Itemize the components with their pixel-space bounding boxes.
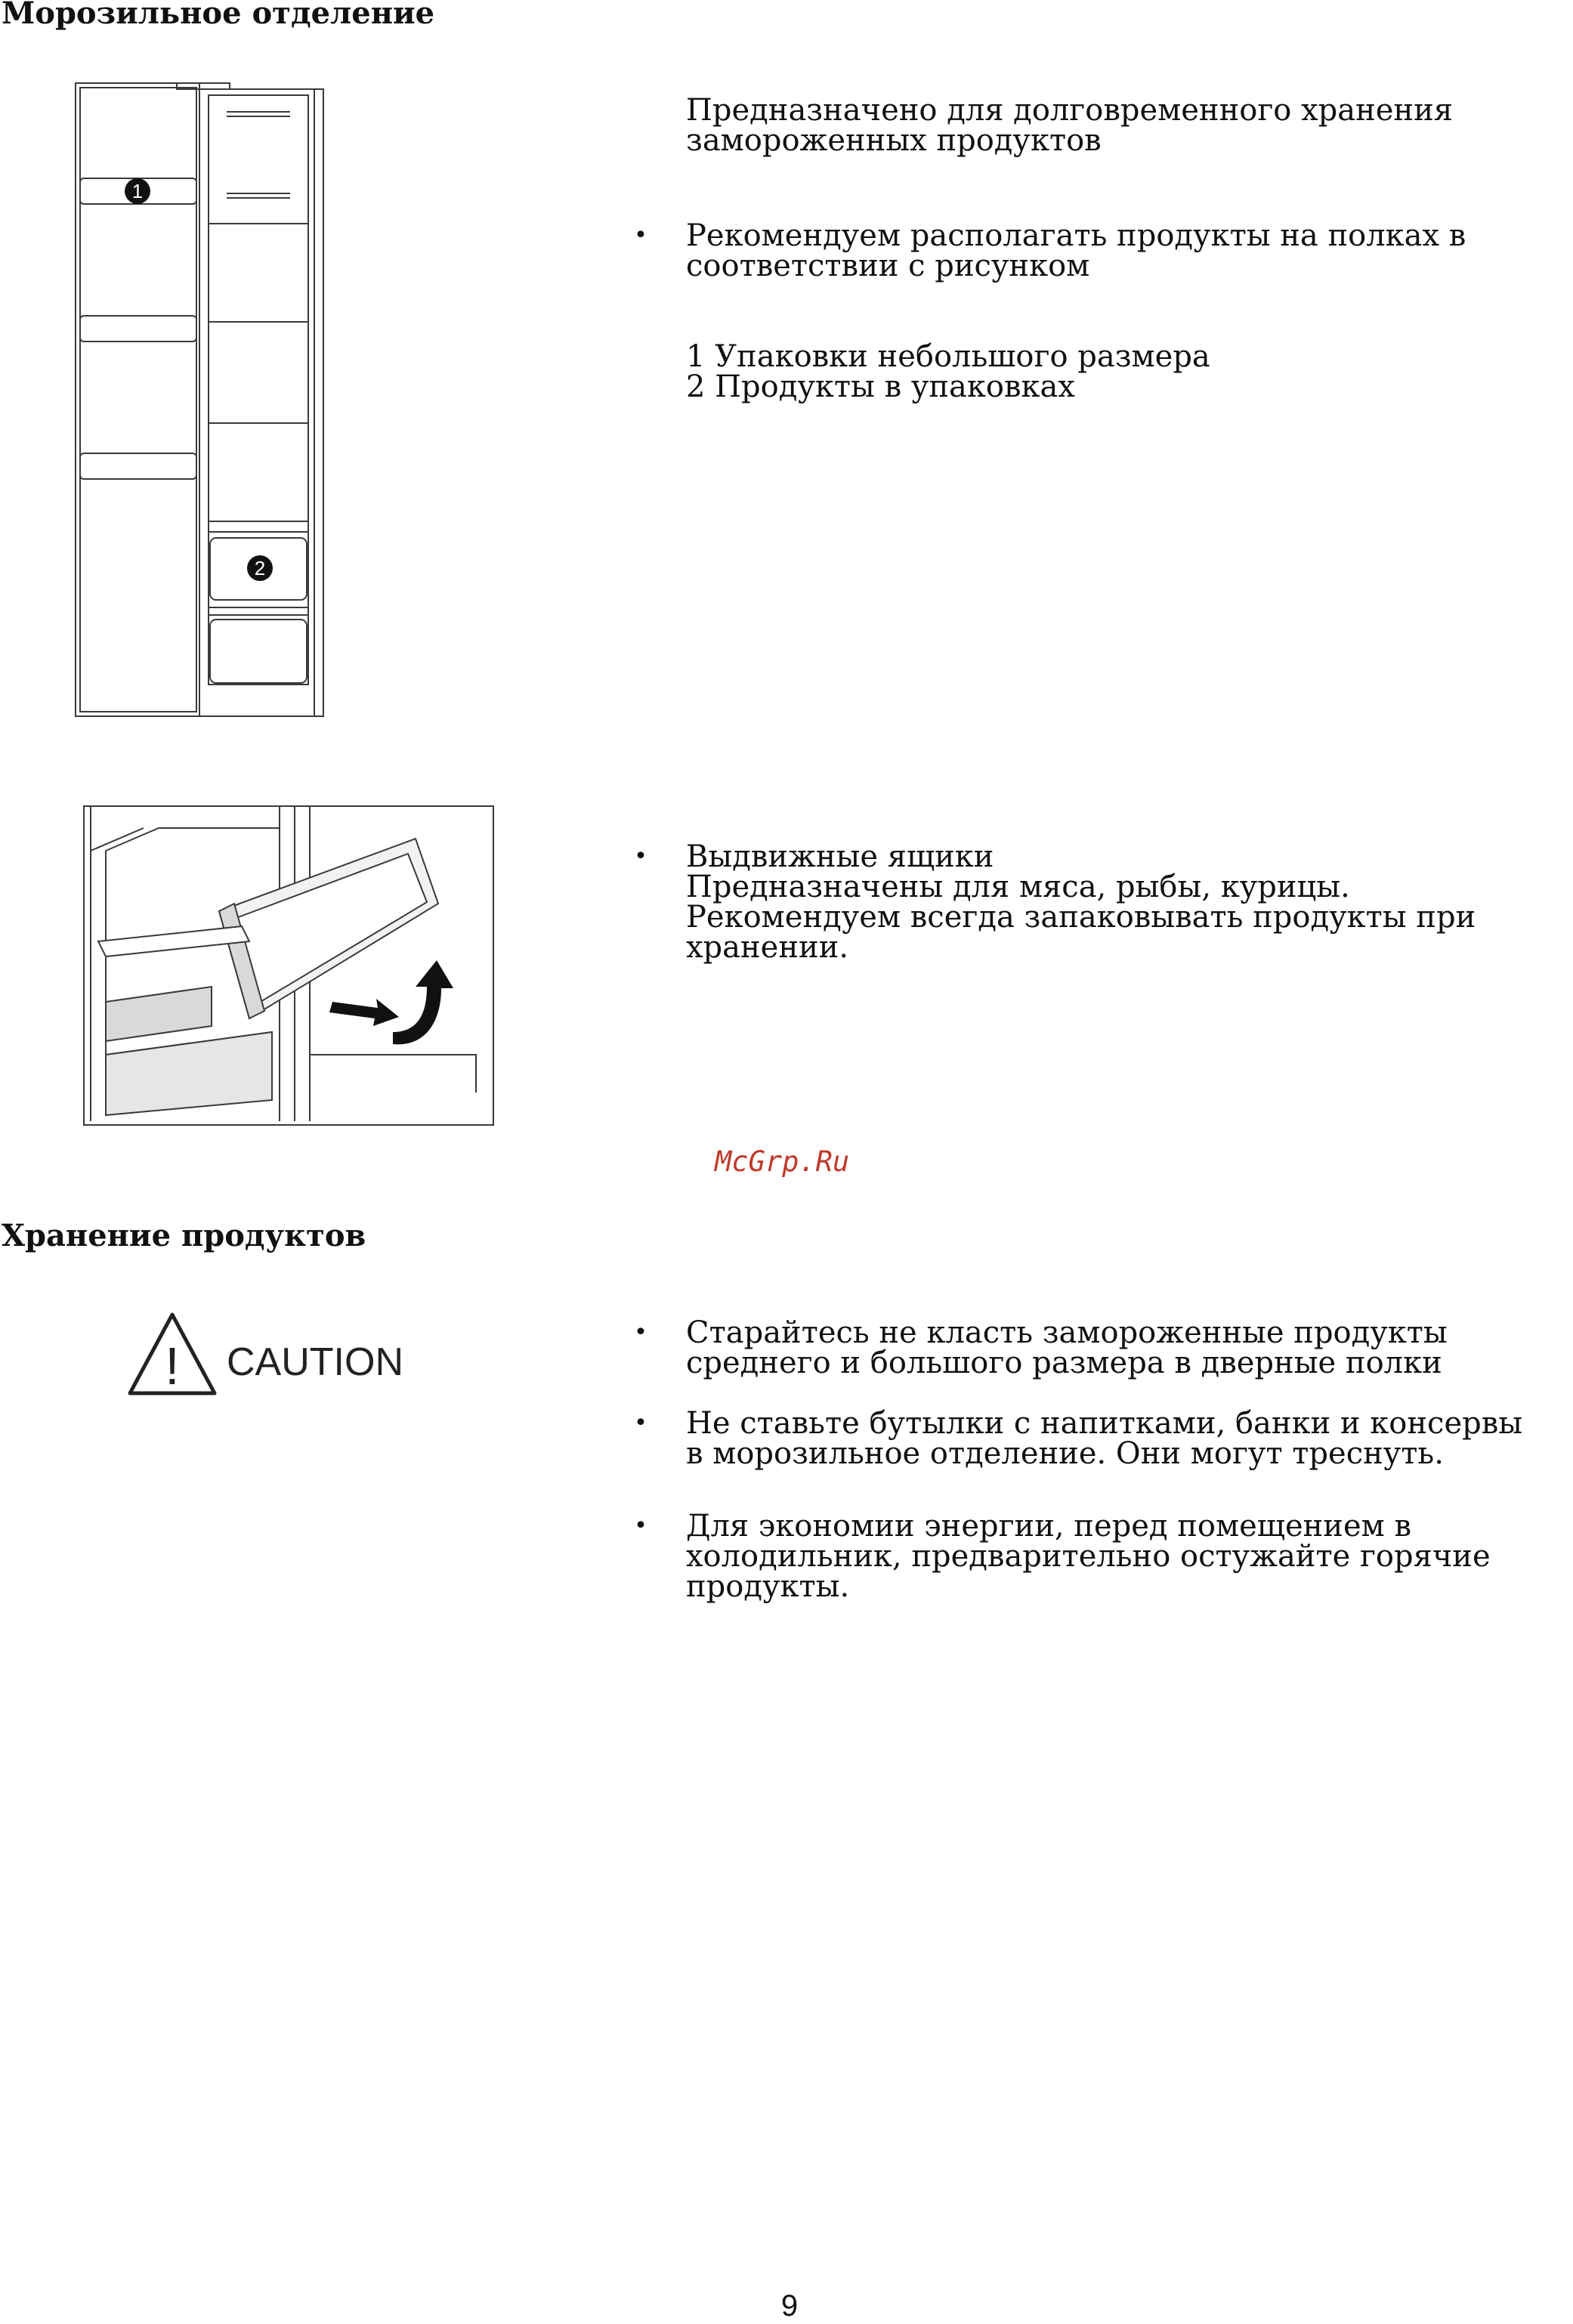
bullet-marker: •	[634, 1410, 647, 1436]
storage-section-heading: Хранение продуктов	[2, 1218, 366, 1253]
legend-item-1: 1 Упаковки небольшого размера	[686, 339, 1210, 374]
marker-1-label: 1	[131, 180, 144, 202]
caution-sign	[127, 1312, 411, 1396]
bullet-marker: •	[634, 222, 647, 249]
diagram-legend	[686, 341, 1210, 402]
cabinet-drawer	[210, 620, 307, 683]
storage-bullet-1: Старайтесь не класть замороженные продукты среднего и большого размера в дверные полки	[686, 1315, 1448, 1380]
page-number: 9	[780, 2289, 799, 2322]
drawers-description: Выдвижные ящики Предназначены для мяса, рыбы, курицы. Рекомендуем всегда запаковывать продукты при хранении.	[686, 839, 1476, 965]
bullet-marker: •	[634, 843, 647, 870]
drawers-title: Выдвижные ящики	[686, 839, 994, 874]
freezer-section-heading: Морозильное отделение	[2, 0, 435, 31]
marker-2-label: 2	[254, 557, 266, 579]
shelf-recommendation-text: Рекомендуем располагать продукты на полках в соответствии с рисунком	[686, 218, 1466, 283]
storage-bullet-2: Не ставьте бутылки с напитками, банки и консервы в морозильное отделение. Они могут треснуть.	[686, 1406, 1523, 1471]
caution-label: CAUTION	[227, 1340, 403, 1384]
watermark-text: McGrp.Ru	[715, 1145, 850, 1178]
door-shelf	[80, 316, 196, 341]
pull-out-drawer-illustration	[83, 805, 494, 1126]
legend-item-2: 2 Продукты в упаковках	[686, 369, 1075, 404]
door-shelf	[80, 453, 196, 479]
bullet-marker: •	[634, 1319, 647, 1346]
bullet-marker: •	[634, 1513, 647, 1539]
storage-bullet-3: Для экономии энергии, перед помещением в холодильник, предварительно остужайте горячие продукты.	[686, 1509, 1491, 1604]
freezer-intro-text: Предназначено для долговременного хранения замороженных продуктов	[686, 93, 1453, 158]
exclamation-mark: !	[165, 1337, 180, 1395]
freezer-shelf-diagram	[73, 79, 329, 721]
